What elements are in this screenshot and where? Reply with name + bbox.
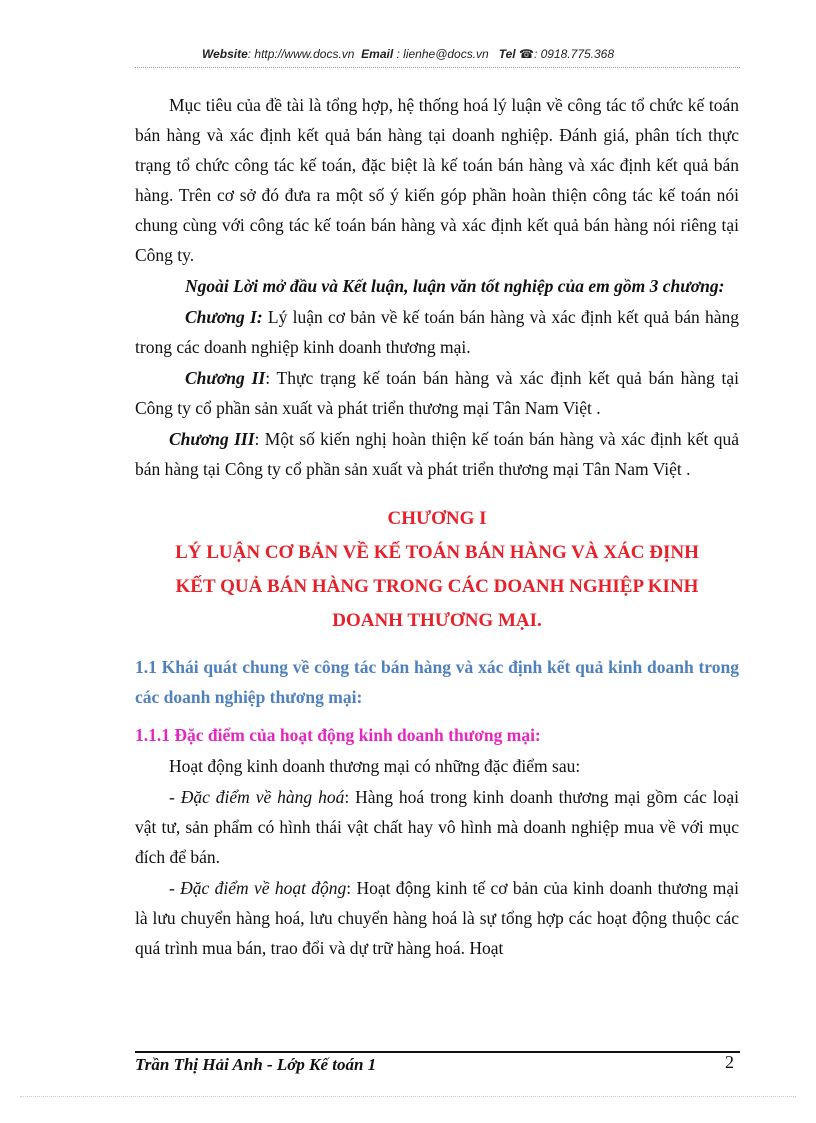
paragraph-intro: Ngoài Lời mở đầu và Kết luận, luận văn tốt nghiệp của em gồm 3 chương: (185, 276, 725, 296)
page-content (135, 90, 739, 963)
tel-value: : 0918.775.368 (533, 47, 615, 61)
chapter-2-label: Chương II (185, 368, 266, 388)
item-1-dash: - (169, 787, 181, 807)
footer-author: Trần Thị Hải Anh - Lớp Kế toán 1 (135, 1055, 377, 1074)
paragraph-lead: Hoạt động kinh doanh thương mại có những đặc điểm sau: (169, 756, 581, 776)
email-label: Email (361, 47, 394, 61)
page-number: 2 (725, 1052, 734, 1072)
header-divider (135, 67, 740, 68)
paragraph-objective: Mục tiêu của đề tài là tổng hợp, hệ thống hoá lý luận về công tác tổ chức kế toán bán hàng và xác định kết quả bán hàng tại doanh nghiệp. Đánh giá, phân tích thực trạng tổ chức công tác kế toán, đặc biệt là kế toán bán hàng và xác định kết quả bán hàng. Trên cơ sở đó đưa ra một số ý kiến góp phần hoàn thiện công tác kế toán nói chung cùng với công tác kế toán bán hàng và xác định kết quả bán hàng nói riêng tại Công ty. (135, 95, 739, 265)
chapter-heading (135, 502, 739, 638)
item-2-label: Đặc điểm về hoạt động (180, 878, 347, 898)
website-value[interactable]: : http://www.docs.vn (247, 47, 355, 61)
chapter-1-text: Lý luận cơ bản về kế toán bán hàng và xác định kết quả bán hàng trong các doanh nghiệp kinh doanh thương mại. (135, 307, 740, 357)
item-2-dash: - (169, 878, 181, 898)
chapter-title-line-1: LÝ LUẬN CƠ BẢN VỀ KẾ TOÁN BÁN HÀNG VÀ XÁC ĐỊNH (175, 542, 699, 563)
phone-icon: ☎ (519, 47, 534, 61)
paragraph-chapter-1 (135, 302, 739, 362)
item-2-text: : Hoạt động kinh tế cơ bản của kinh doanh thương mại là lưu chuyển hàng hoá, lưu chuyển hàng hoá là sự tổng hợp các hoạt động thuộc các quá trình mua bán, trao đổi và dự trữ hàng hoá. Hoạt (135, 878, 740, 958)
tel-label: Tel (498, 47, 516, 61)
section-heading-1-1-1: 1.1.1 Đặc điểm của hoạt động kinh doanh thương mại: (135, 725, 541, 745)
paragraph-goods-features (135, 782, 739, 872)
website-label: Website (201, 47, 248, 61)
chapter-2-text: : Thực trạng kế toán bán hàng và xác định kết quả bán hàng tại Công ty cổ phần sản xuất và phát triển thương mại Tân Nam Việt . (135, 368, 739, 418)
page-bottom-divider (20, 1096, 796, 1097)
chapter-title-line-3: DOANH THƯƠNG MẠI. (332, 610, 542, 631)
chapter-3-label: Chương III (169, 429, 255, 449)
chapter-number: CHƯƠNG I (387, 508, 487, 529)
chapter-1-label: Chương I: (185, 307, 263, 327)
item-1-label: Đặc điểm về hàng hoá (180, 787, 345, 807)
paragraph-chapter-2 (135, 363, 739, 423)
chapter-3-text: : Một số kiến nghị hoàn thiện kế toán bán hàng và xác định kết quả bán hàng tại Công ty cổ phần sản xuất và phát triển thương mại Tân Nam Việt . (135, 429, 739, 479)
chapter-title-line-2: KẾT QUẢ BÁN HÀNG TRONG CÁC DOANH NGHIỆP KINH (175, 576, 699, 597)
paragraph-activity-features (135, 873, 739, 963)
section-heading-1-1: 1.1 Khái quát chung về công tác bán hàng và xác định kết quả kinh doanh trong các doanh nghiệp thương mại: (135, 657, 739, 707)
page-header (0, 47, 816, 61)
email-value[interactable]: : lienhe@docs.vn (396, 47, 489, 61)
footer-divider (135, 1051, 740, 1053)
item-1-text: : Hàng hoá trong kinh doanh thương mại gồm các loại vật tư, sản phẩm có hình thái vật chất hay vô hình mà doanh nghiệp mua về với mục đích để bán. (135, 787, 739, 867)
paragraph-chapter-3 (135, 424, 739, 484)
